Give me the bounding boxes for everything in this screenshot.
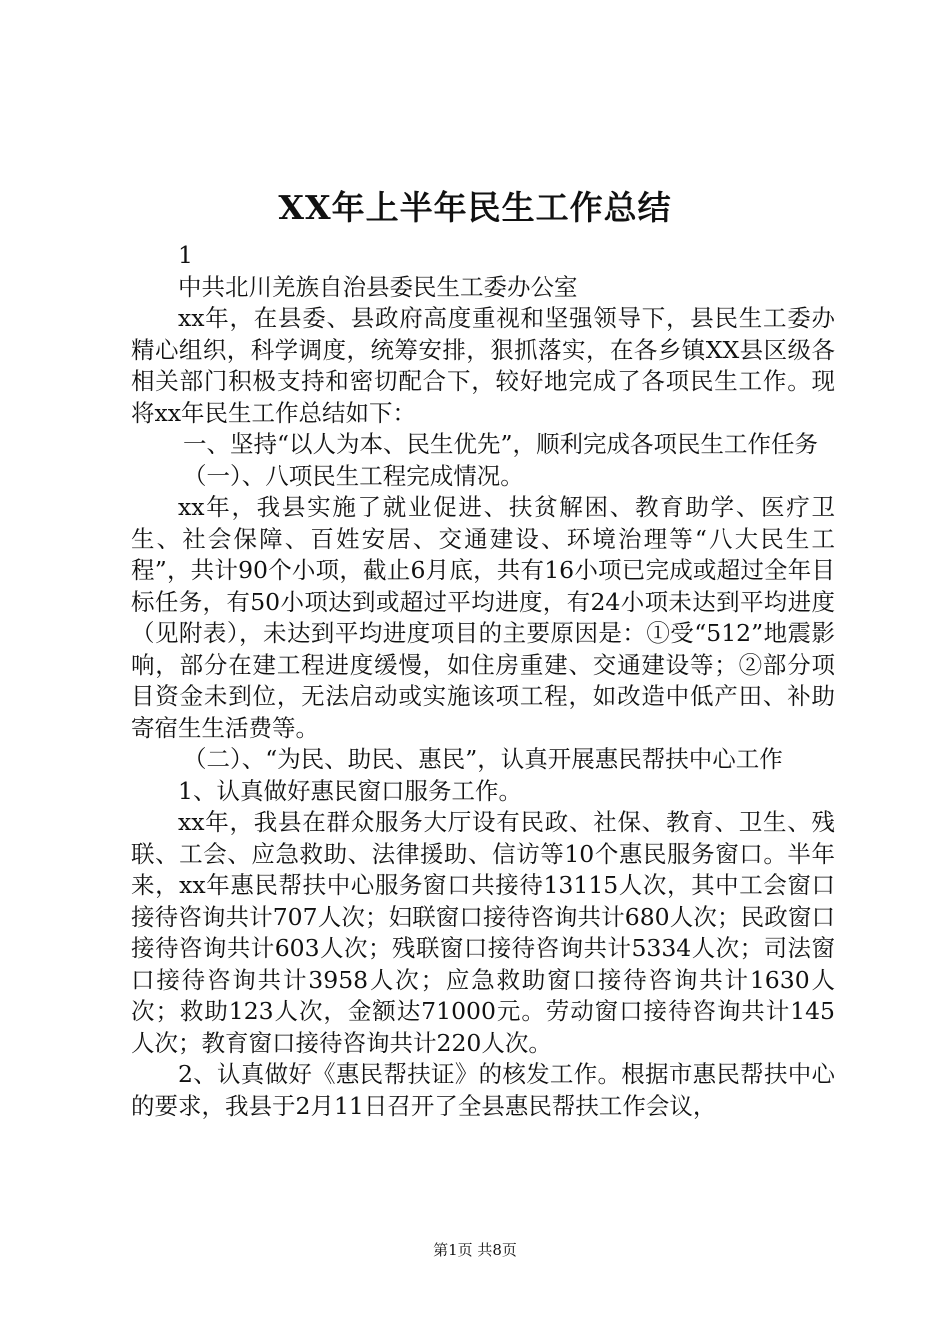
paragraph-eight-projects: xx年，我县实施了就业促进、扶贫解困、教育助学、医疗卫生、社会保障、百姓安居、交通建设、环境治理等“八大民生工程”，共计90个小项，截止6月底，共有16小项已完成或超过全年目标任务，有50小项达到或超过平均进度，有24小项未达到平均进度（见附表），未达到平均进度项目的主要原因是：①受“512”地震影响，部分在建工程进度缓慢，如住房重建、交通建设等；②部分项目资金未到位，无法启动或实施该项工程，如改造中低产田、补助寄宿生生活费等。 [131, 493, 835, 742]
document-body [131, 240, 835, 1122]
paragraph-service-windows: xx年，我县在群众服务大厅设有民政、社保、教育、卫生、残联、工会、应急救助、法律援助、信访等10个惠民服务窗口。半年来，xx年惠民帮扶中心服务窗口共接待13115人次，其中工会窗口接待咨询共计707人次；妇联窗口接待咨询共计680人次；民政窗口接待咨询共计603人次；残联窗口接待咨询共计5334人次；司法窗口接待咨询共计3958人次；应急救助窗口接待咨询共计1630人次；救助123人次，金额达71000元。劳动窗口接待咨询共计145人次；教育窗口接待咨询共计220人次。 [131, 808, 835, 1057]
heading-subsection-2: （二）、“为民、助民、惠民”，认真开展惠民帮扶中心工作 [183, 745, 783, 773]
paragraph-number: 1 [178, 241, 193, 269]
document-title: XX年上半年民生工作总结 [278, 188, 672, 227]
page-footer: 第1页 共8页 [433, 1241, 517, 1259]
heading-item-1: 1、认真做好惠民窗口服务工作。 [178, 776, 522, 805]
paragraph-issuer: 中共北川羌族自治县委民生工委办公室 [178, 272, 578, 301]
heading-section-1: 一、坚持“以人为本、民生优先”，顺利完成各项民生工作任务 [183, 430, 819, 458]
paragraph-item-2: 2、认真做好《惠民帮扶证》的核发工作。根据市惠民帮扶中心的要求，我县于2月11日召开了全县惠民帮扶工作会议， [131, 1060, 835, 1120]
paragraph-intro: xx年，在县委、县政府高度重视和坚强领导下，县民生工委办精心组织，科学调度，统筹安排，狠抓落实，在各乡镇XX县区级各相关部门积极支持和密切配合下，较好地完成了各项民生工作。现将xx年民生工作总结如下： [131, 304, 835, 427]
heading-subsection-1: （一）、八项民生工程完成情况。 [183, 461, 524, 490]
